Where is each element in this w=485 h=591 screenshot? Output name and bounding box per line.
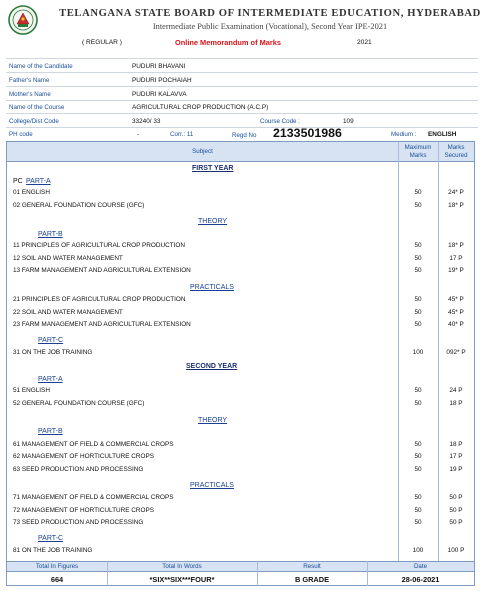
secured-marks: 19* P [448,267,464,274]
exam-year: 2021 [357,39,372,46]
column-divider [367,561,368,586]
ph-code: - [137,131,140,138]
max-marks: 50 [414,507,422,514]
divider [6,58,478,59]
table-header [7,142,474,162]
subject-row: 02 GENERAL FOUNDATION COURSE (GFC) [13,202,145,209]
max-marks: 50 [414,400,422,407]
part-a-heading: PART-A [26,178,51,185]
course-name-label: Name of the Course [9,104,65,111]
divider [6,86,478,87]
divider [6,100,478,101]
memo-title: Online Memorandum of Marks [175,38,281,47]
total-figures: 664 [50,575,64,584]
result: B GRADE [294,575,330,584]
subject-row: 51 ENGLISH [13,387,50,394]
board-title: TELANGANA STATE BOARD OF INTERMEDIATE EDUCATION, HYDERABAD [59,8,481,19]
column-divider [398,142,399,561]
pc-prefix: PC [13,178,23,185]
max-marks: 100 [412,349,424,356]
max-marks: 50 [414,321,422,328]
subject-row: 72 MANAGEMENT OF HORTICULTURE CROPS [13,507,154,514]
college-code-label: College/Dist Code [9,118,59,125]
max-marks: 50 [414,242,422,249]
max-marks-header-2: Marks [409,152,427,159]
secured-marks: 45* P [448,296,464,303]
father-name-label: Father's Name [9,77,50,84]
course-name: AGRICULTURAL CROP PRODUCTION (A.C.P) [132,104,269,111]
total-figures-label: Total In Figures [35,563,79,570]
max-marks: 50 [414,202,422,209]
subject-row: 52 GENERAL FOUNDATION COURSE (GFC) [13,400,145,407]
second-year-heading: SECOND YEAR [186,363,238,370]
secured-marks: 50 P [449,494,463,501]
max-marks: 50 [414,189,422,196]
medium-label: Medium : [391,131,417,138]
mother-name-label: Mother's Name [9,91,51,98]
secured-marks: 24* P [448,189,464,196]
subject-row: 11 PRINCIPLES OF AGRICULTURAL CROP PRODUCTION [13,242,185,249]
result-date: 28-06-2021 [401,575,440,584]
max-marks: 50 [414,441,422,448]
secured-header-1: Marks [447,144,465,151]
secured-marks: 45* P [448,309,464,316]
theory-heading: THEORY [198,218,228,225]
college-code: 33240/ 33 [132,118,161,125]
max-marks: 50 [414,267,422,274]
totals-values [7,571,474,586]
secured-marks: 19 P [449,466,463,473]
corr-label: Corr.: 11 [170,131,194,138]
subject-row: 63 SEED PRODUCTION AND PROCESSING [13,466,144,473]
subject-row: 61 MANAGEMENT OF FIELD & COMMERCIAL CROPS [13,441,174,448]
max-marks: 50 [414,387,422,394]
secured-marks: 17 P [449,453,463,460]
column-divider [257,561,258,586]
subject-row: 31 ON THE JOB TRAINING [13,349,93,356]
subject-row: 22 SOIL AND WATER MANAGEMENT [13,309,123,316]
subject-row: 01 ENGLISH [13,189,50,196]
part-c-heading: PART-C [38,337,64,344]
secured-marks: 18 P [449,400,463,407]
secured-marks: 17 P [449,255,463,262]
secured-marks: 24 P [449,387,463,394]
exam-line: Intermediate Public Examination (Vocational), Second Year IPE-2021 [152,22,388,31]
column-divider [107,561,108,586]
father-name: PUDURI POCHAIAH [132,77,192,84]
first-year-heading: FIRST YEAR [192,165,234,172]
max-marks: 100 [412,547,424,554]
regd-no-label: Regd No [232,132,257,139]
total-words-label: Total In Words [162,563,202,570]
divider [6,127,478,128]
subject-row: 23 FARM MANAGEMENT AND AGRICULTURAL EXTENSION [13,321,191,328]
regd-no: 2133501986 [273,126,342,140]
course-code-label: Course Code : [260,118,300,125]
secured-marks: 50 P [449,507,463,514]
secured-marks: 50 P [449,519,463,526]
candidate-name: PUDURI BHAVANI [132,63,186,70]
course-code: 109 [343,118,354,125]
max-marks-header-1: Maximum [404,144,432,151]
secured-marks: 18* P [448,242,464,249]
subject-row: 81 ON THE JOB TRAINING [13,547,93,554]
secured-marks: 18* P [448,202,464,209]
subject-row: 13 FARM MANAGEMENT AND AGRICULTURAL EXTENSION [13,267,191,274]
subject-row: 71 MANAGEMENT OF FIELD & COMMERCIAL CROPS [13,494,174,501]
max-marks: 50 [414,309,422,316]
subject-header: Subject [192,148,213,155]
secured-header-2: Secured [444,152,468,159]
max-marks: 50 [414,255,422,262]
secured-marks: 092* P [446,349,466,356]
part-c-heading: PART-C [38,535,64,542]
subject-row: 12 SOIL AND WATER MANAGEMENT [13,255,123,262]
medium: ENGLISH [428,131,457,138]
subject-row: 62 MANAGEMENT OF HORTICULTURE CROPS [13,453,154,460]
ph-code-label: PH code [9,131,33,138]
max-marks: 50 [414,453,422,460]
max-marks: 50 [414,519,422,526]
part-a-heading: PART-A [38,376,63,383]
part-b-heading: PART-B [38,428,63,435]
secured-marks: 18 P [449,441,463,448]
part-b-heading: PART-B [38,231,63,238]
regular-tag: ( REGULAR ) [82,39,122,46]
max-marks: 50 [414,494,422,501]
max-marks: 50 [414,296,422,303]
max-marks: 50 [414,466,422,473]
mother-name: PUDURI KALAVVA [132,91,187,98]
practicals-heading: PRACTICALS [190,284,234,291]
date-label: Date [413,563,428,570]
divider [6,113,478,114]
marks-table [6,141,475,586]
divider [6,72,478,73]
subject-row: 21 PRINCIPLES OF AGRICULTURAL CROP PRODUCTION [13,296,186,303]
candidate-name-label: Name of the Candidate [9,63,73,70]
board-emblem-icon [8,5,38,35]
subject-row: 73 SEED PRODUCTION AND PROCESSING [13,519,144,526]
practicals-heading: PRACTICALS [190,482,234,489]
result-label: Result [303,563,321,570]
secured-marks: 40* P [448,321,464,328]
total-words: *SIX**SIX***FOUR* [149,575,215,584]
theory-heading: THEORY [198,417,228,424]
totals-header [7,561,474,571]
secured-marks: 100 P [447,547,465,554]
